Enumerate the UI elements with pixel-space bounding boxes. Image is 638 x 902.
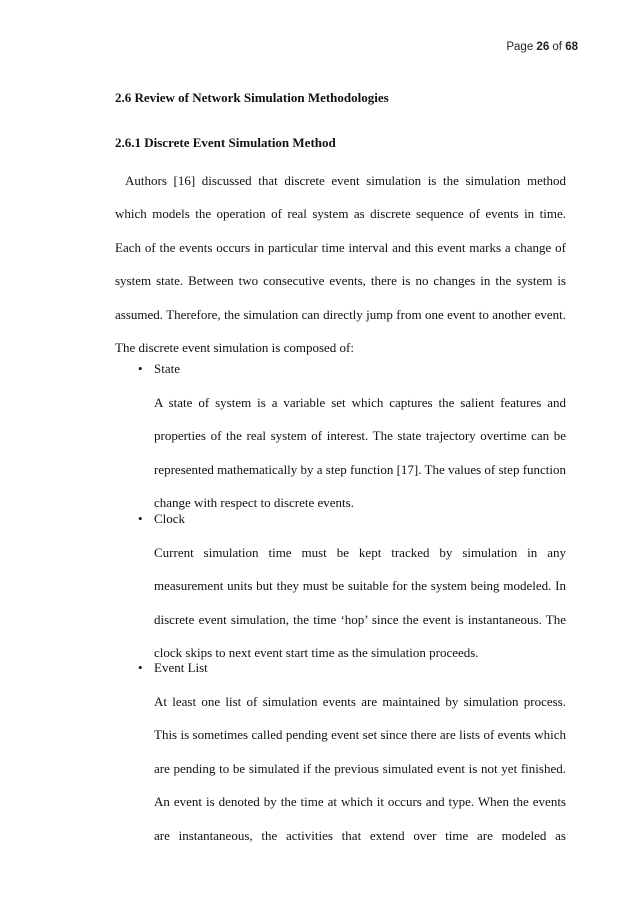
bullet-icon: • <box>138 361 143 376</box>
list-item-title: State <box>154 361 180 376</box>
body-line: discrete event simulation, the time ‘hop’ since the event is instantaneous. The <box>154 611 566 627</box>
body-line: This is sometimes called pending event set since there are lists of events which <box>154 727 566 743</box>
paragraph-line: Each of the events occurs in particular time interval and this event marks a change of <box>115 239 566 255</box>
body-line: properties of the real system of interest. The state trajectory overtime can be <box>154 428 566 444</box>
body-line: measurement units but they must be suitable for the system being modeled. In <box>154 578 566 594</box>
bullet-icon: • <box>138 511 143 526</box>
section-heading: 2.6 Review of Network Simulation Methodologies <box>115 90 389 105</box>
body-line: change with respect to discrete events. <box>154 495 354 511</box>
list-item-body-event-list <box>154 685 566 852</box>
body-line: A state of system is a variable set which captures the salient features and <box>154 395 566 410</box>
body-line: represented mathematically by a step function [17]. The values of step function <box>154 461 567 477</box>
body-line: are pending to be simulated if the previous simulated event is not yet finished. <box>154 760 566 776</box>
intro-paragraph <box>115 164 566 364</box>
body-line: At least one list of simulation events are maintained by simulation process. <box>154 694 566 709</box>
paragraph-line: The discrete event simulation is composed of: <box>115 340 354 356</box>
list-item-title: Event List <box>154 660 208 675</box>
list-item-title: Clock <box>154 511 186 526</box>
paragraph-line: which models the operation of real system as discrete sequence of events in time. <box>115 206 566 222</box>
body-line: clock skips to next event start time as the simulation proceeds. <box>154 645 479 661</box>
body-line: An event is denoted by the time at which it occurs and type. When the events <box>154 794 566 810</box>
paragraph-line: Authors [16] discussed that discrete event simulation is the simulation method <box>125 173 566 188</box>
paragraph-line: assumed. Therefore, the simulation can directly jump from one event to another event. <box>115 306 566 322</box>
body-line: are instantaneous, the activities that extend over time are modeled as <box>154 827 566 843</box>
page-number: Page 26 of 68 <box>506 41 578 53</box>
paragraph-line: system state. Between two consecutive events, there is no changes in the system is <box>115 273 566 289</box>
subsection-heading: 2.6.1 Discrete Event Simulation Method <box>115 135 336 150</box>
bullet-icon: • <box>138 660 143 675</box>
list-item-body-state <box>154 386 566 520</box>
list-item-body-clock <box>154 536 566 670</box>
body-line: Current simulation time must be kept tracked by simulation in any <box>154 545 566 560</box>
